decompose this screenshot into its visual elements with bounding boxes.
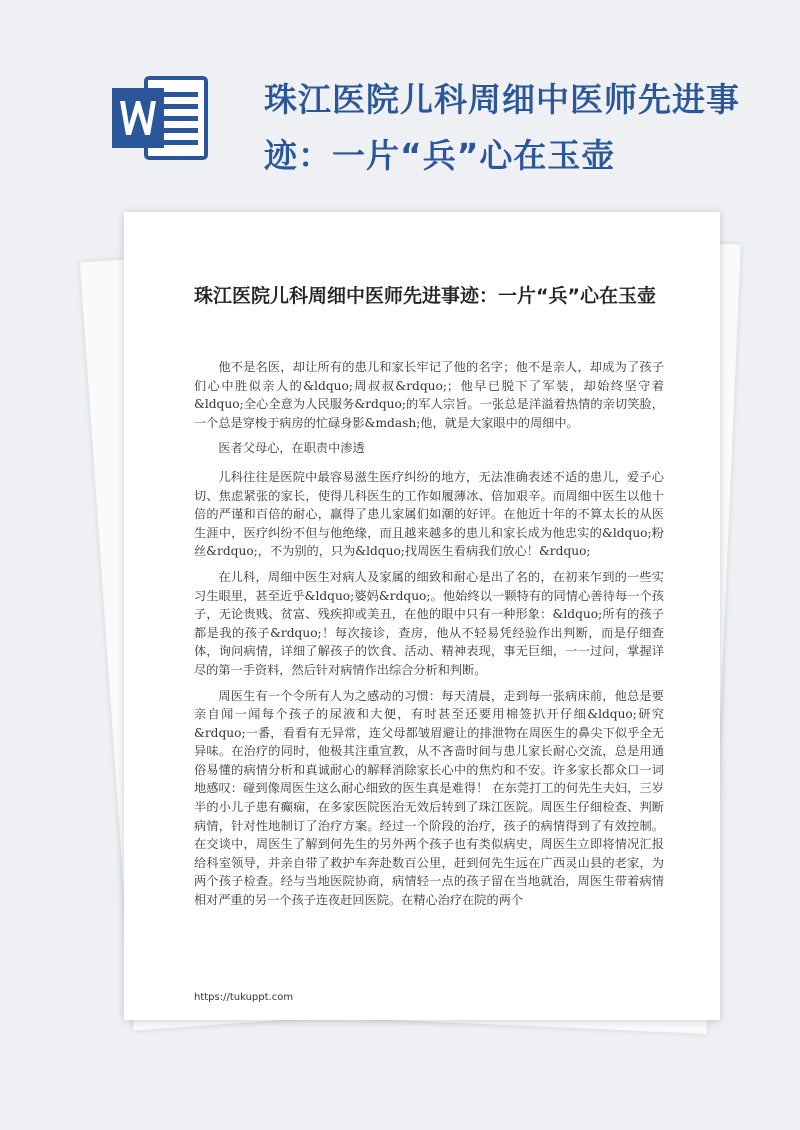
section-heading: 医者父母心，在职责中渗透 [218,441,365,456]
paragraph: 在儿科，周细中医生对病人及家属的细致和耐心是出了名的，在初来乍到的一些实习生眼里，甚至近乎&ldquo;婆妈&rdquo;。他始终以一颗特有的同情心善待每一个孩子，无论贵贱、贫富、残疾抑或美丑，在他的眼中只有一种形象：&ldquo;所有的孩子都是我的孩子&rdquo;！每次接诊，查房，他从不轻易凭经验作出判断，而是仔细查体，询问病情，详细了解孩子的饮食、活动、精神表现，事无巨细，一一过问，掌握详尽的第一手资料，然后针对病情作出综合分析和判断。 [194,569,664,677]
page-title: 珠江医院儿科周细中医师先进事迹：一片“兵”心在玉壶 [264,80,740,175]
document-preview [124,212,720,1020]
paragraph: 他不是名医，却让所有的患儿和家长牢记了他的名字；他不是亲人，却成为了孩子们心中胜似亲人的&ldquo;周叔叔&rdquo;；他早已脱下了军装，却始终坚守着&ldquo;全心全意为人民服务&rdquo;的军人宗旨。一张总是洋溢着热情的亲切笑脸，一个总是穿梭于病房的忙碌身影&mdash;他，就是大家眼中的周细中。 [194,360,664,430]
word-document-icon [110,68,210,168]
document-page [124,212,720,1020]
header [0,0,800,200]
document-body [194,358,664,917]
source-url: https://tukuppt.com [194,992,294,1003]
document-title: 珠江医院儿科周细中医师先进事迹：一片“兵”心在玉壶 [194,285,656,307]
paragraph: 周医生有一个令所有人为之感动的习惯：每天清晨，走到每一张病床前，他总是要亲自闻一闻每个孩子的尿液和大便，有时甚至还要用棉签扒开仔细&ldquo;研究&rdquo;一番，看看有无异常，连父母都皱眉避让的排泄物在周医生的鼻尖下似乎全无异味。在治疗的同时，他极其注重宣教，从不吝啬时间与患儿家长耐心交流，总是用通俗易懂的病情分析和真诚耐心的解释消除家长心中的焦灼和不安。许多家长都众口一词地感叹：碰到像周医生这么耐心细致的医生真是难得！ 在东莞打工的何先生夫妇，三岁半的小儿子患有癫痫，在多家医院医治无效后转到了珠江医院。周医生仔细检查、判断病情，针对性地制订了治疗方案。经过一个阶段的治疗，孩子的病情得到了有效控制。在交谈中，周医生了解到何先生的另外两个孩子也有类似病史，周医生立即将情况汇报给科室领导，并亲自带了救护车奔赴数百公里，赶到何先生远在广西灵山县的老家，为两个孩子检查。经与当地医院协商，病情轻一点的孩子留在当地就治，周医生带着病情相对严重的另一个孩子连夜赶回医院。在精心治疗在院的两个 [194,688,664,908]
paragraph: 儿科往往是医院中最容易滋生医疗纠纷的地方，无法准确表述不适的患儿，爱子心切、焦虑紧张的家长，使得儿科医生的工作如履薄冰、倍加艰辛。而周细中医生以他十倍的严谨和百倍的耐心，赢得了患儿家属们如潮的好评。在他近十年的不算太长的从医生涯中，医疗纠纷不但与他绝缘，而且越来越多的患儿和家长成为他忠实的&ldquo;粉丝&rdquo;，不为别的，只为&ldquo;找周医生看病我们放心！&rdquo; [194,469,664,559]
